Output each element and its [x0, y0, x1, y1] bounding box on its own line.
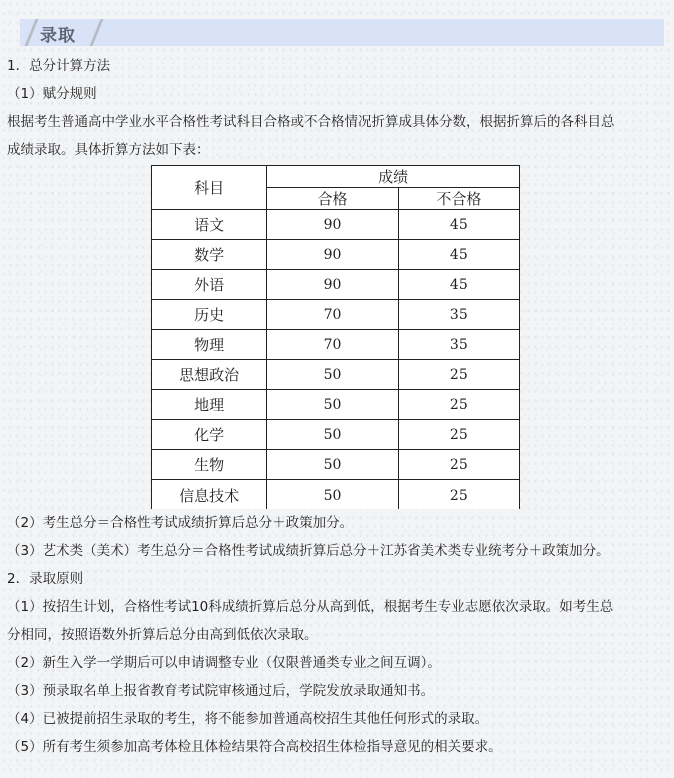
row-subject: 物理 [152, 330, 267, 360]
intro-text-line2: 成绩录取。具体折算方法如下表： [7, 142, 210, 158]
row-fail-score: 35 [398, 330, 519, 360]
row-subject: 历史 [152, 300, 267, 330]
row-pass-score: 50 [267, 390, 398, 420]
row-pass-score: 50 [267, 360, 398, 390]
principle-5: （5）所有考生须参加高考体检且体检结果符合高校招生体检指导意见的相关要求。 [7, 739, 502, 755]
principle-1-line1: （1）按招生计划，合格性考试10科成绩折算后总分从高到低，根据考生专业志愿依次录取。如考生总 [7, 599, 614, 615]
row-pass-score: 90 [267, 270, 398, 300]
heading-admission-principles: 2．录取原则 [7, 571, 84, 587]
table-row [152, 450, 520, 480]
row-fail-score: 35 [398, 300, 519, 330]
header-fail: 不合格 [398, 188, 519, 210]
row-fail-score: 45 [398, 240, 519, 270]
row-pass-score: 90 [267, 210, 398, 240]
intro-text-line1: 根据考生普通高中学业水平合格性考试科目合格或不合格情况折算成具体分数，根据折算后的各科目总 [7, 114, 615, 130]
row-subject: 外语 [152, 270, 267, 300]
subheading-rules: （1）赋分规则 [7, 86, 97, 102]
rule-art-score: （3）艺术类（美术）考生总分＝合格性考试成绩折算后总分＋江苏省美术类专业统考分＋政策加分。 [7, 543, 610, 559]
row-pass-score: 90 [267, 240, 398, 270]
row-pass-score: 50 [267, 450, 398, 480]
row-subject: 语文 [152, 210, 267, 240]
row-fail-score: 25 [398, 480, 519, 510]
row-subject: 生物 [152, 450, 267, 480]
principle-2: （2）新生入学一学期后可以申请调整专业（仅限普通类专业之间互调）。 [7, 655, 441, 671]
table-row [152, 330, 520, 360]
principle-1-line2: 分相同，按照语数外折算后总分由高到低依次录取。 [7, 627, 318, 643]
table-row [152, 420, 520, 450]
principle-3: （3）预录取名单上报省教育考试院审核通过后，学院发放录取通知书。 [7, 683, 435, 699]
header-score: 成绩 [267, 166, 520, 188]
table-row [152, 270, 520, 300]
row-subject: 思想政治 [152, 360, 267, 390]
row-fail-score: 45 [398, 210, 519, 240]
header-subject: 科目 [152, 166, 267, 210]
section-title: 录取 [40, 26, 76, 46]
section-header-bar [20, 19, 664, 46]
row-subject: 地理 [152, 390, 267, 420]
row-pass-score: 70 [267, 330, 398, 360]
table-row [152, 360, 520, 390]
score-table-container [151, 165, 522, 509]
row-fail-score: 25 [398, 360, 519, 390]
row-pass-score: 50 [267, 480, 398, 510]
row-pass-score: 70 [267, 300, 398, 330]
row-subject: 信息技术 [152, 480, 267, 510]
row-subject: 数学 [152, 240, 267, 270]
row-fail-score: 25 [398, 390, 519, 420]
header-pass: 合格 [267, 188, 398, 210]
table-row [152, 480, 520, 510]
score-conversion-table [151, 165, 520, 509]
row-fail-score: 25 [398, 420, 519, 450]
heading-score-method: 1．总分计算方法 [7, 58, 111, 74]
row-pass-score: 50 [267, 420, 398, 450]
row-fail-score: 45 [398, 270, 519, 300]
table-row [152, 210, 520, 240]
table-row [152, 390, 520, 420]
rule-total-score: （2）考生总分＝合格性考试成绩折算后总分＋政策加分。 [7, 515, 354, 531]
principle-4: （4）已被提前招生录取的考生，将不能参加普通高校招生其他任何形式的录取。 [7, 711, 489, 727]
table-row [152, 240, 520, 270]
table-row [152, 300, 520, 330]
row-subject: 化学 [152, 420, 267, 450]
row-fail-score: 25 [398, 450, 519, 480]
